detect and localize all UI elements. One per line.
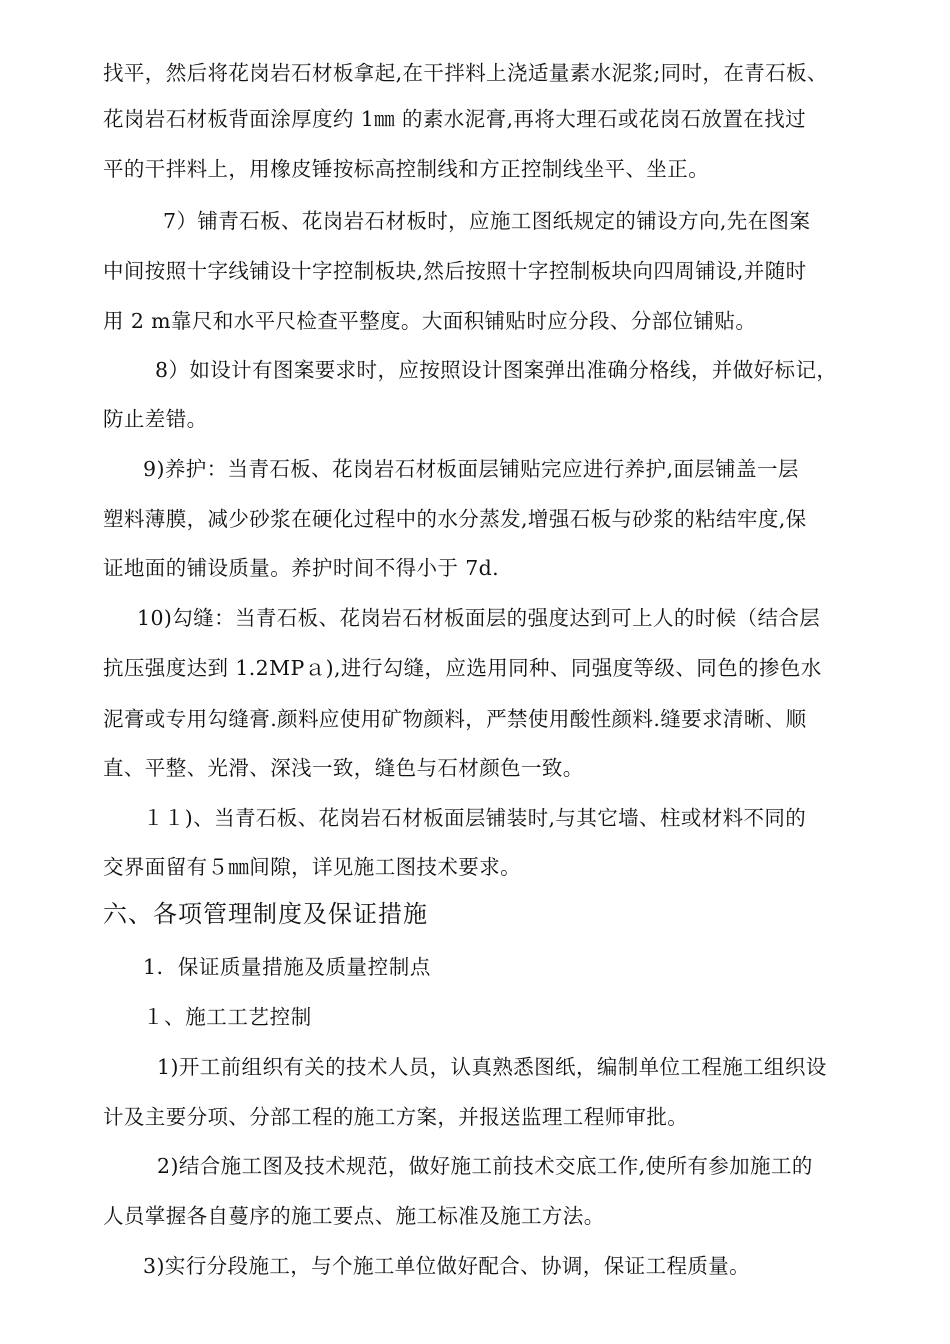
text-line: 用 2 m靠尺和水平尺检查平整度。大面积铺贴时应分段、分部位铺贴。 [103, 309, 757, 333]
text-line: 泥膏或专用勾缝膏.颜料应使用矿物颜料，严禁使用酸性颜料.缝要求清晰、顺 [103, 707, 807, 731]
text-line: 找平，然后将花岗岩石材板拿起,在干拌料上浇适量素水泥浆;同时，在青石板、 [103, 61, 828, 85]
text-line: 3)实行分段施工，与个施工单位做好配合、协调，保证工程质量。 [143, 1254, 751, 1278]
text-line: 证地面的铺设质量。养护时间不得小于 7d. [103, 556, 500, 580]
text-line: 抗压强度达到 1.2MPａ),进行勾缝，应选用同种、同强度等级、同色的掺色水 [103, 656, 822, 680]
text-line: 人员掌握各自蔓序的施工要点、施工标准及施工方法。 [103, 1204, 605, 1228]
subsection-title: 1．保证质量措施及质量控制点 [143, 955, 431, 979]
text-line: 2)结合施工图及技术规范，做好施工前技术交底工作,使所有参加施工的 [157, 1154, 813, 1178]
text-line: 7）铺青石板、花岗岩石材板时，应施工图纸规定的铺设方向,先在图案 [163, 209, 811, 233]
text-line: 直、平整、光滑、深浅一致，缝色与石材颜色一致。 [103, 756, 584, 780]
text-line: 防止差错。 [103, 407, 208, 431]
text-line: 1)开工前组织有关的技术人员，认真熟悉图纸，编制单位工程施工组织设 [157, 1055, 827, 1079]
text-line: 8）如设计有图案要求时，应按照设计图案弹出准确分格线，并做好标记， [155, 358, 838, 382]
text-line: 平的干拌料上，用橡皮锤按标高控制线和方正控制线坐平、坐正。 [103, 157, 710, 181]
subsection-title: １、施工工艺控制 [143, 1005, 312, 1029]
text-line: 10)勾缝：当青石板、花岗岩石材板面层的强度达到可上人的时候（结合层 [137, 606, 821, 630]
text-line: 9)养护：当青石板、花岗岩石材板面层铺贴完应进行养护,面层铺盖一层 [143, 457, 799, 481]
section-heading: 六、各项管理制度及保证措施 [103, 900, 428, 928]
text-line: 花岗岩石材板背面涂厚度约 1㎜ 的素水泥膏,再将大理石或花岗石放置在找过 [103, 107, 806, 131]
text-line: 交界面留有５㎜间隙，详见施工图技术要求。 [103, 855, 521, 879]
text-line: 计及主要分项、分部工程的施工方案，并报送监理工程师审批。 [103, 1105, 689, 1129]
text-line: 中间按照十字线铺设十字控制板块,然后按照十字控制板块向四周铺设,并随时 [103, 259, 807, 283]
text-line: 塑料薄膜，减少砂浆在硬化过程中的水分蒸发,增强石板与砂浆的粘结牢度,保 [103, 507, 807, 531]
text-line: １１)、当青石板、花岗岩石材板面层铺装时,与其它墙、柱或材料不同的 [143, 806, 807, 830]
